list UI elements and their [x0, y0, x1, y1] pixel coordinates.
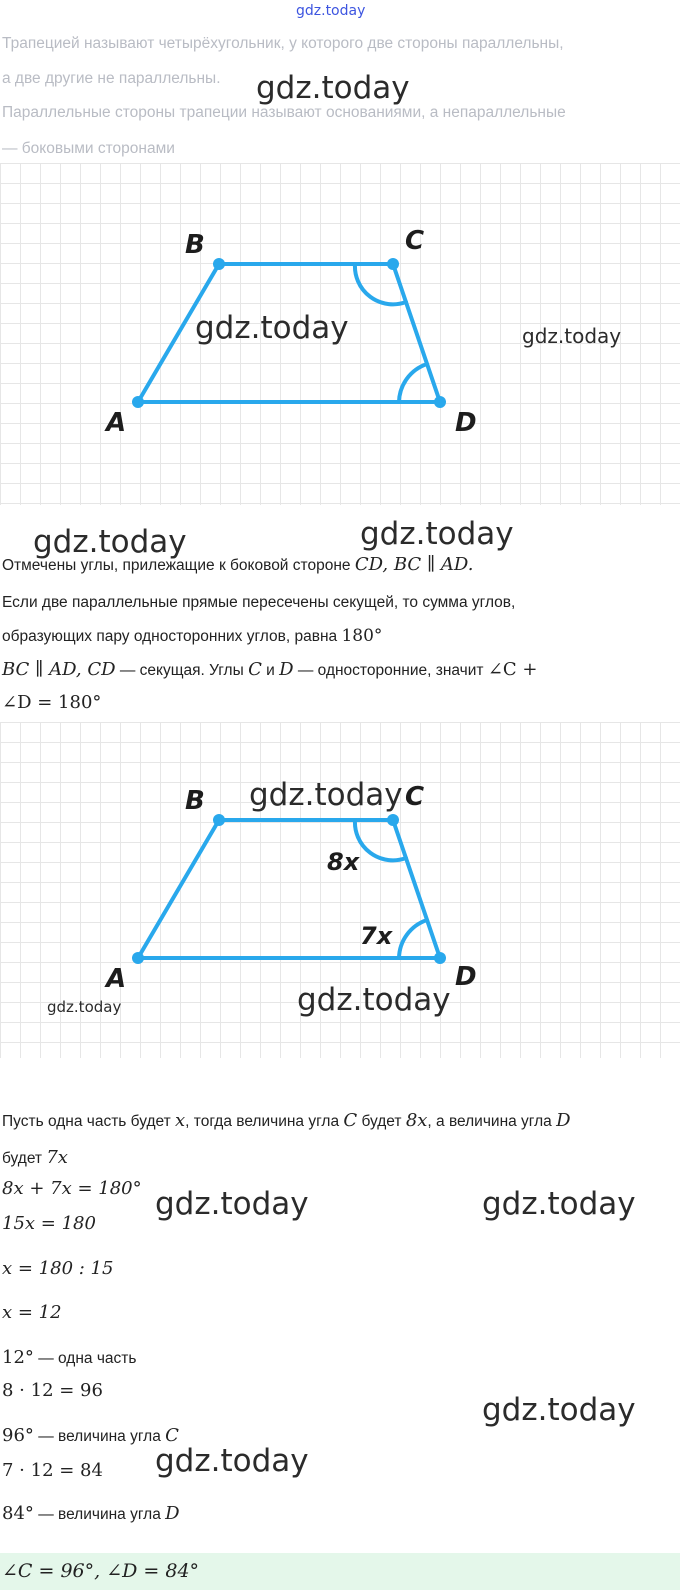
- figure2-label-d: D: [455, 962, 477, 992]
- definition-line-2: а две другие не параллельны.: [2, 70, 221, 87]
- final-answer: ∠C = 96°, ∠D = 84°: [2, 1560, 200, 1582]
- apply-text-3: — односторонние, значит: [293, 662, 488, 679]
- watermark: gdz.today: [195, 310, 349, 346]
- header-watermark: gdz.today: [296, 3, 366, 19]
- bases-line-2: — боковыми сторонами: [2, 140, 175, 157]
- angle-d-line: [2, 1503, 180, 1524]
- bases-line-1: Параллельные стороны трапеции называют основаниями, а непараллельные: [2, 104, 566, 121]
- parallel-rule-line-1: Если две параллельные прямые пересечены секущей, то сумма углов,: [2, 594, 516, 611]
- marked-angles-math: CD, BC ∥ AD.: [354, 554, 474, 575]
- watermark: gdz.today: [155, 1443, 309, 1479]
- angle-c-letter: C: [165, 1425, 179, 1446]
- parallel-rule-math: 180°: [341, 626, 383, 646]
- let-text-2: , тогда величина угла: [185, 1113, 344, 1130]
- apply-line-2: ∠D = 180°: [2, 692, 102, 713]
- definition-line-1: Трапецией называют четырёхугольник, у которого две стороны параллельны,: [2, 35, 564, 52]
- figure1-label-b: B: [185, 230, 205, 260]
- let-8x: 8x: [405, 1110, 428, 1131]
- apply-math-1: BC ∥ AD, CD: [2, 659, 116, 680]
- watermark: gdz.today: [256, 70, 410, 106]
- figure2-angle-c-label: 8x: [327, 848, 360, 876]
- apply-text-2: и: [261, 662, 280, 679]
- apply-text-1: — секущая. Углы: [115, 662, 249, 679]
- figure1-label-c: C: [405, 226, 425, 256]
- calc-angle-c: 8 · 12 = 96: [2, 1380, 103, 1401]
- one-part-text: — одна часть: [33, 1350, 137, 1367]
- apply-math-d: D: [279, 659, 294, 680]
- calc-angle-d: 7 · 12 = 84: [2, 1460, 103, 1481]
- let-c: C: [343, 1110, 358, 1131]
- watermark: gdz.today: [33, 524, 187, 560]
- parallel-rule-line-2: [2, 626, 382, 646]
- figure2-label-c: C: [405, 782, 425, 812]
- watermark: gdz.today: [360, 516, 514, 552]
- watermark: gdz.today: [155, 1186, 309, 1222]
- angle-d-letter: D: [165, 1503, 180, 1524]
- watermark: gdz.today: [249, 777, 403, 813]
- angle-d-text: — величина угла: [33, 1506, 166, 1523]
- equation-4: x = 12: [2, 1302, 62, 1323]
- apply-math-c: C: [248, 659, 262, 680]
- figure2-label-b: B: [185, 786, 205, 816]
- equation-1: 8x + 7x = 180°: [2, 1178, 142, 1199]
- angle-c-math: 96°: [2, 1425, 34, 1446]
- equation-2: 15x = 180: [2, 1213, 96, 1234]
- figure1-label-d: D: [455, 408, 477, 438]
- one-part-math: 12°: [2, 1347, 34, 1368]
- angle-c-text: — величина угла: [33, 1428, 166, 1445]
- figure2-label-a: A: [106, 964, 127, 994]
- marked-angles-line: [2, 554, 473, 575]
- watermark: gdz.today: [297, 982, 451, 1018]
- watermark: gdz.today: [482, 1186, 636, 1222]
- equation-3: x = 180 : 15: [2, 1258, 114, 1279]
- watermark: gdz.today: [47, 998, 122, 1016]
- let-text-1: Пусть одна часть будет: [2, 1113, 176, 1130]
- marked-angles-text: Отмечены углы, прилежащие к боковой стороне: [2, 557, 355, 574]
- let-part-line-2: [2, 1147, 68, 1168]
- figure2-angle-d-label: 7x: [360, 922, 393, 950]
- angle-d-math: 84°: [2, 1503, 34, 1524]
- angle-c-line: [2, 1425, 179, 1446]
- let-7x: 7x: [46, 1147, 68, 1168]
- parallel-rule-text: образующих пару односторонних углов, равна: [2, 628, 342, 645]
- let-part-line-1: [2, 1110, 571, 1131]
- apply-line-1: [2, 659, 537, 680]
- figure1-label-a: A: [106, 408, 127, 438]
- one-part-line: [2, 1347, 136, 1368]
- let-line2-text: будет: [2, 1150, 47, 1167]
- watermark: gdz.today: [482, 1392, 636, 1428]
- apply-math-end: ∠C +: [487, 659, 538, 680]
- watermark: gdz.today: [522, 324, 622, 348]
- let-d: D: [556, 1110, 571, 1131]
- let-text-3: будет: [357, 1113, 406, 1130]
- let-text-4: , а величина угла: [427, 1113, 557, 1130]
- let-x: x: [175, 1110, 186, 1131]
